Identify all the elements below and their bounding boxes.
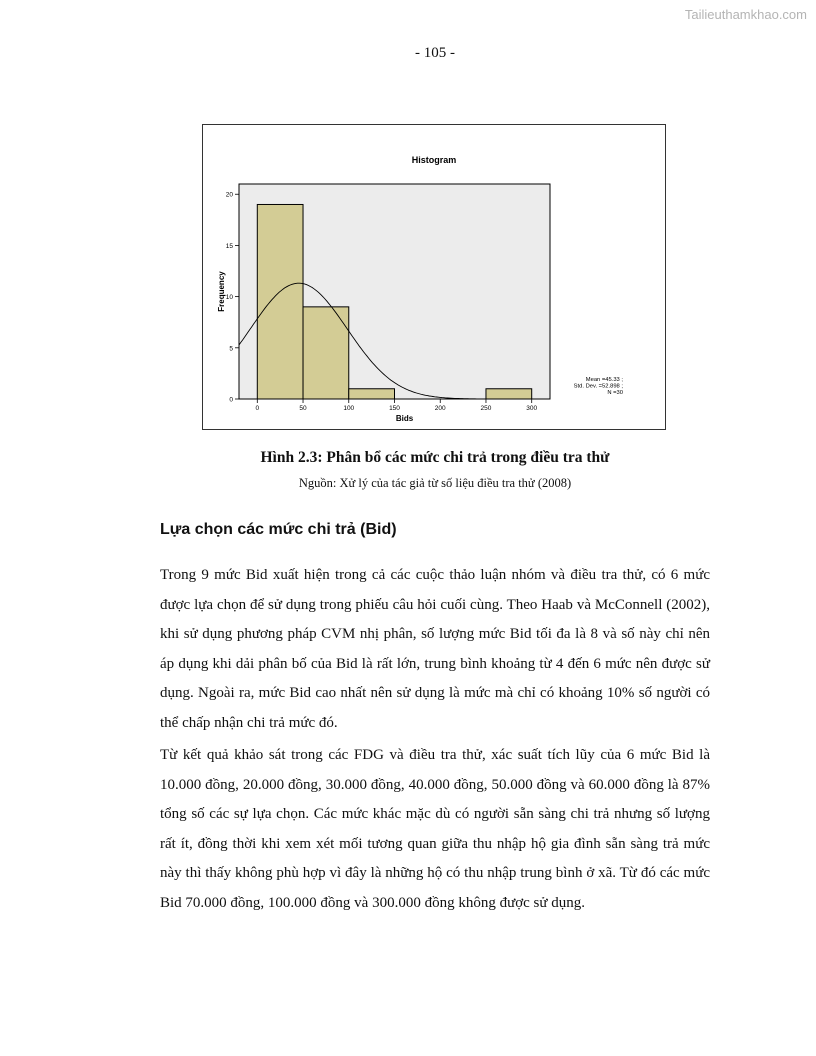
watermark: Tailieuthamkhao.com — [684, 7, 807, 22]
chart-title: Histogram — [411, 155, 457, 165]
x-tick-label: 250 — [480, 405, 492, 412]
histogram-bar — [349, 389, 395, 399]
y-tick-label: 0 — [229, 396, 233, 404]
histogram-figure — [202, 124, 666, 430]
page-number: - 105 - — [415, 45, 455, 61]
histogram-chart — [203, 125, 665, 429]
stats-line: Mean =45.33 ; — [585, 377, 623, 383]
paragraph-1: Trong 9 mức Bid xuất hiện trong cả các cuộc thảo luận nhóm và điều tra thử, có 6 mức được lựa chọn để sử dụng trong phiếu câu hỏi cuối cùng. Theo Haab và McConnell (2002), khi sử dụng phương pháp CVM nhị phân, số lượng mức Bid tối đa là 8 và số này chỉ nên áp dụng khi dải phân bố của Bid là rất lớn, trung bình khoảng từ 4 đến 6 mức nên được sử dụng. Ngoài ra, mức Bid cao nhất nên sử dụng là mức mà chỉ có khoảng 10% số người có thể chấp nhận chi trả mức đó. — [160, 567, 710, 731]
stats-line: N =30 — [607, 390, 623, 396]
y-tick-label: 20 — [225, 191, 233, 199]
histogram-bar — [257, 204, 303, 399]
x-tick-label: 300 — [526, 405, 538, 412]
x-tick-label: 0 — [255, 405, 260, 412]
y-tick-label: 10 — [225, 294, 233, 302]
x-axis-label: Bids — [395, 414, 414, 423]
y-axis-label: Frequency — [217, 271, 226, 312]
section-heading: Lựa chọn các mức chi trả (Bid) — [160, 521, 397, 538]
histogram-bar — [486, 389, 532, 399]
x-tick-label: 150 — [389, 405, 400, 412]
stats-line: Std. Dev. =52.898 ; — [573, 383, 623, 390]
figure-source: Nguồn: Xử lý của tác giả từ số liệu điều tra thử (2008) — [298, 476, 572, 490]
y-tick-label: 15 — [225, 242, 233, 250]
x-tick-label: 200 — [434, 405, 446, 412]
x-tick-label: 100 — [343, 405, 355, 412]
y-tick-label: 5 — [229, 345, 233, 353]
x-tick-label: 50 — [299, 405, 307, 412]
figure-caption: Hình 2.3: Phân bổ các mức chi trả trong điều tra thử — [260, 449, 610, 466]
paragraph-2: Từ kết quả khảo sát trong các FDG và điều tra thử, xác suất tích lũy của 6 mức Bid là 10.000 đồng, 20.000 đồng, 30.000 đồng, 40.000 đồng, 50.000 đồng và 60.000 đồng là 87% tổng số các sự lựa chọn. Các mức khác mặc dù có người sẵn sàng chi trả nhưng số lượng rất ít, đồng thời khi xem xét mối tương quan giữa thu nhập hộ gia đình sẵn sàng trả mức này thì thấy không phù hợp vì đây là những hộ có thu nhập trung bình ở xã. Từ đó các mức Bid 70.000 đồng, 100.000 đồng và 300.000 đồng không được sử dụng. — [160, 747, 710, 911]
